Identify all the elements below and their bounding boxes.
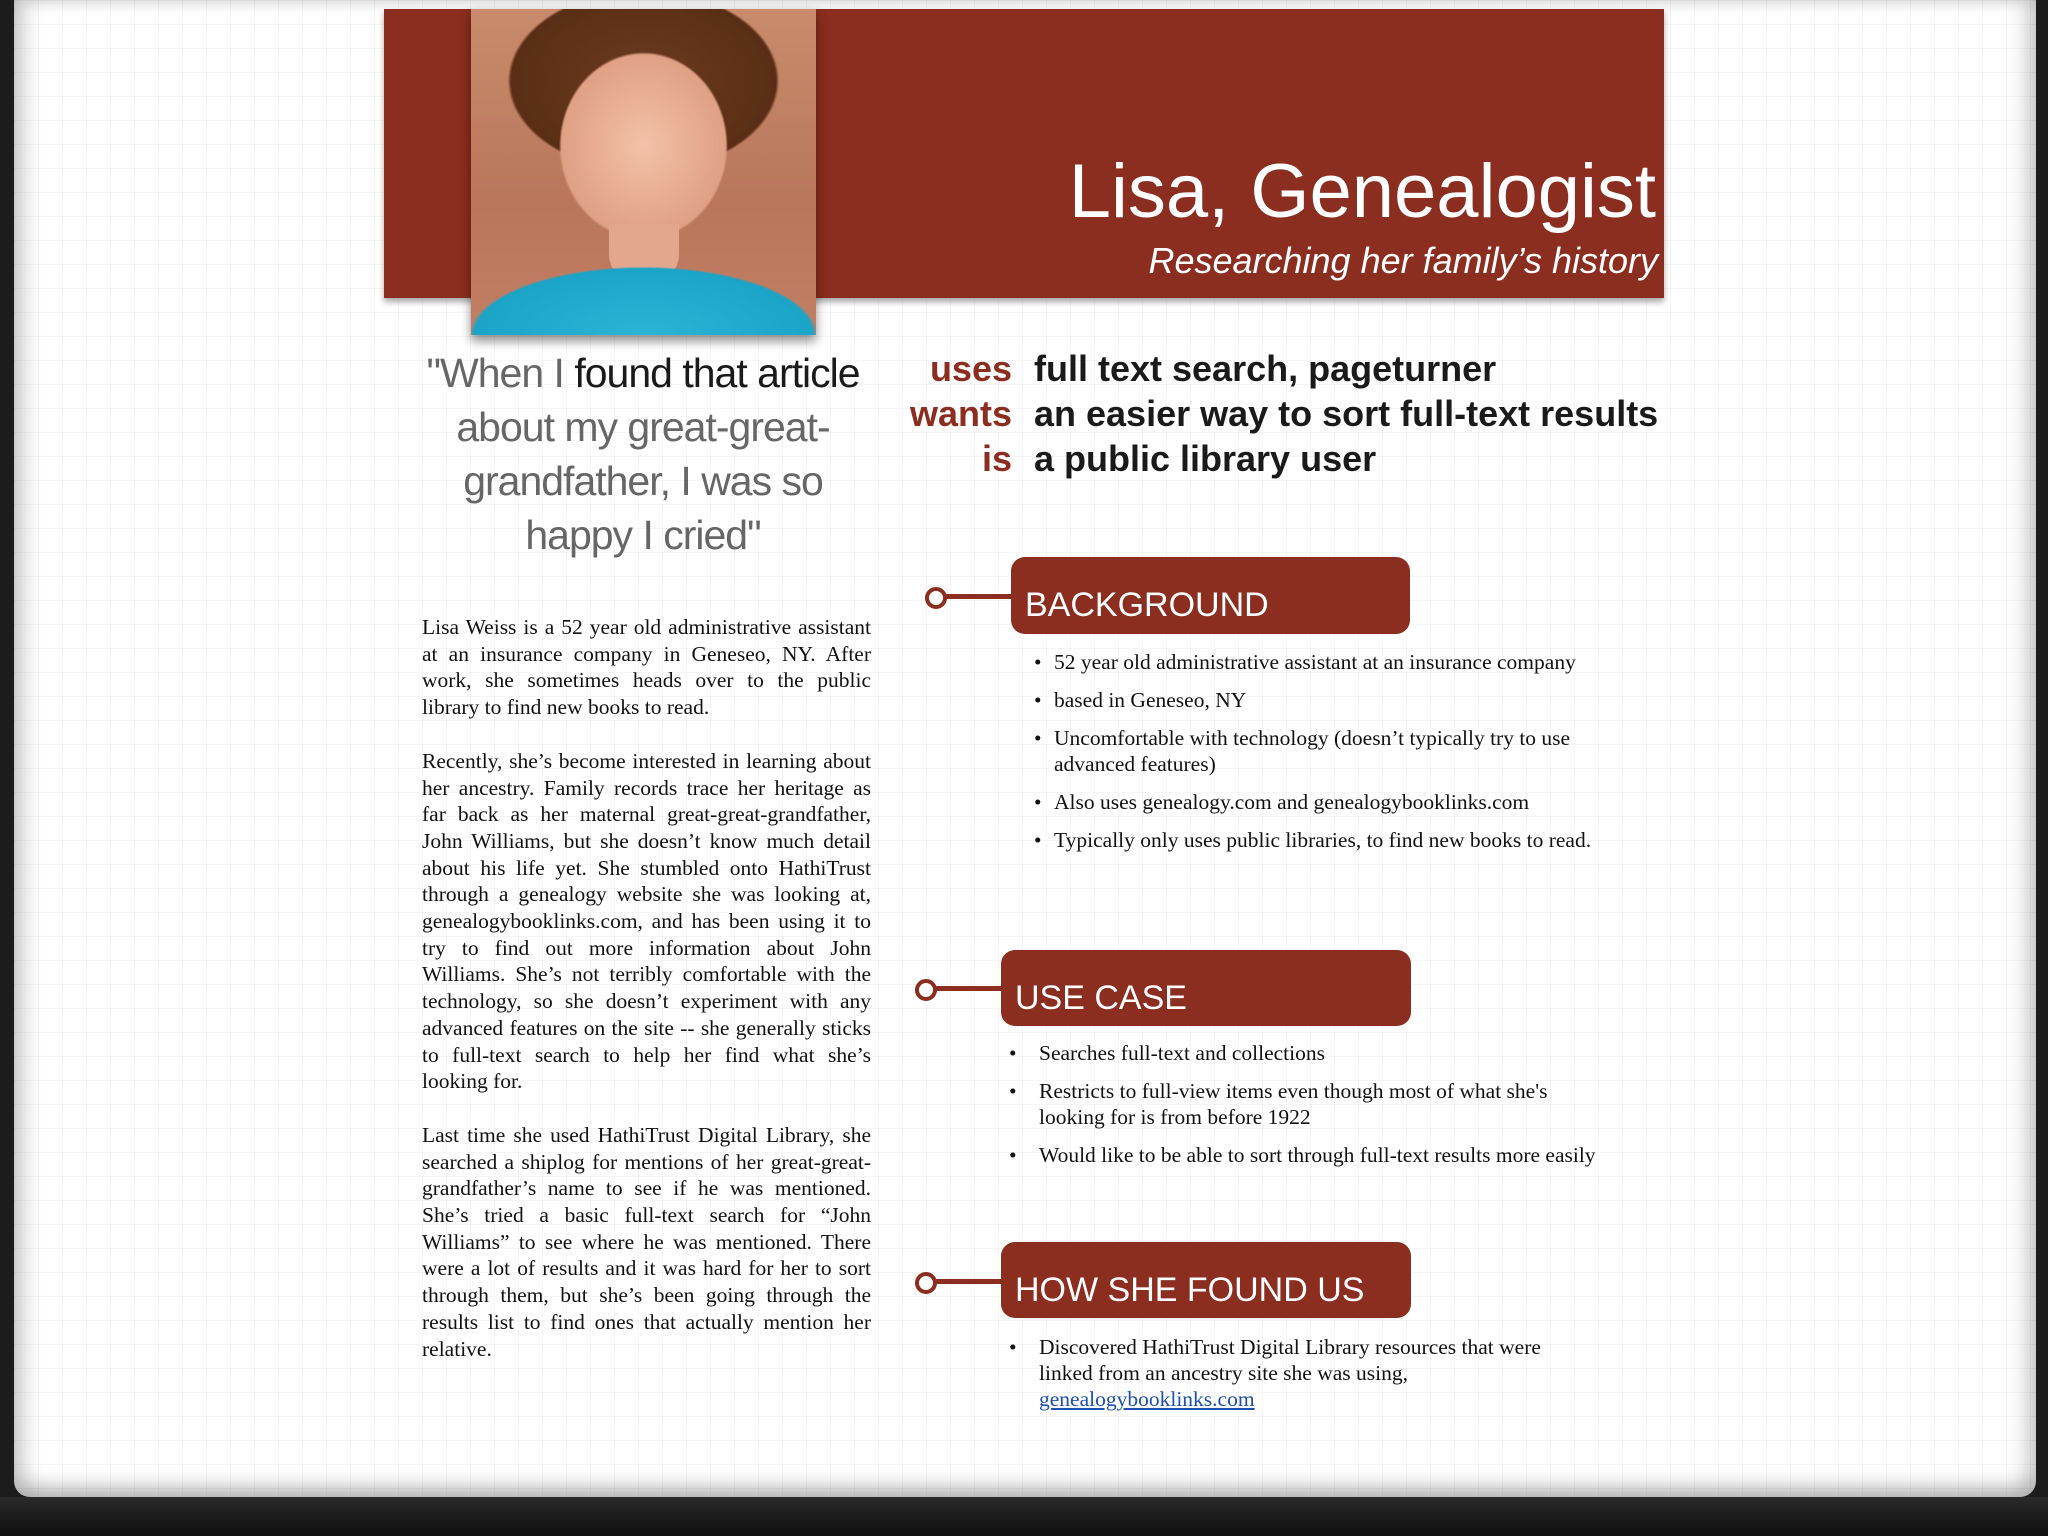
use-case-connector-ring-icon — [915, 979, 937, 1001]
how-found-connector-ring-icon — [915, 1272, 937, 1294]
quote-found-that: found that — [574, 350, 747, 396]
how-found-list — [1009, 1334, 1589, 1424]
background-list — [1034, 649, 1624, 865]
persona-subtitle: Researching her family’s history — [1148, 240, 1658, 281]
use-case-heading: USE CASE — [1001, 950, 1411, 1026]
use-case-list — [1009, 1040, 1609, 1180]
bio-paragraph: Lisa Weiss is a 52 year old administrative assistant at an insurance company in Geneseo, NY. After work, she sometimes heads over to the public library to find new books to read. — [422, 615, 871, 720]
quote-open: "When I — [426, 350, 564, 396]
list-item: • 52 year old administrative assistant at an insurance company — [1034, 649, 1624, 675]
list-item: • Also uses genealogy.com and genealogybooklinks.com — [1034, 789, 1624, 815]
persona-title: Lisa, Genealogist — [1068, 149, 1656, 234]
background-connector-line — [945, 594, 1015, 599]
trait-key: uses — [929, 348, 1012, 389]
background-connector-ring-icon — [925, 587, 947, 609]
how-found-text: Discovered HathiTrust Digital Library resources that were linked from an ancestry site she was using, — [1039, 1335, 1541, 1385]
trait-key: wants — [909, 393, 1012, 434]
how-found-heading: HOW SHE FOUND US — [1001, 1242, 1411, 1318]
use-case-connector-line — [935, 986, 1007, 991]
background-heading: BACKGROUND — [1011, 557, 1410, 634]
trait-value: a public library user — [1034, 438, 1377, 479]
genealogybooklinks-link[interactable]: genealogybooklinks.com — [1039, 1387, 1255, 1411]
trait-value: an easier way to sort full-text results — [1034, 393, 1659, 434]
quote-rest: about my great-great-grandfather, I was so happy I cried" — [456, 404, 830, 558]
slide-bottom-edge — [0, 1497, 2048, 1536]
list-item: • Would like to be able to sort through full-text results more easily — [1009, 1142, 1609, 1168]
list-item: • Searches full-text and collections — [1009, 1040, 1609, 1066]
trait-value: full text search, pageturner — [1034, 348, 1497, 389]
list-item: • Uncomfortable with technology (doesn’t typically try to use advanced features) — [1034, 725, 1624, 777]
list-item: • based in Geneseo, NY — [1034, 687, 1624, 713]
photo-shoulders — [471, 240, 816, 335]
persona-photo — [471, 9, 816, 335]
how-found-connector-line — [935, 1279, 1007, 1284]
list-item: • Typically only uses public libraries, to find new books to read. — [1034, 827, 1624, 853]
list-item — [1009, 1334, 1589, 1412]
trait-key: is — [981, 438, 1012, 479]
persona-quote — [405, 346, 881, 562]
bio-paragraph: Recently, she’s become interested in learning about her ancestry. Family records trace her heritage as far back as her maternal great-great-grandfather, John Williams, but she doesn’t know much detail about his life yet. She stumbled onto HathiTrust through a genealogy website she was looking at, genealogybooklinks.com, and has been using it to try to find out more information about John Williams. She’s not terribly comfortable with the technology, so she doesn’t experiment with any advanced features on the site -- she generally sticks to full-text search to help her find what she’s looking for. — [422, 748, 871, 1094]
persona-bio — [422, 614, 871, 1389]
quote-article: article — [757, 350, 860, 396]
list-item: • Restricts to full-view items even though most of what she's looking for is from before 1922 — [1009, 1078, 1609, 1130]
bio-paragraph: Last time she used HathiTrust Digital Library, she searched a shiplog for mentions of her great-great-grandfather’s name to see if he was mentioned. She’s tried a basic full-text search for “John Williams” to see where he was mentioned. There were a lot of results and it was hard for her to sort through them, but she’s been going through the results list to find ones that actually mention her relative. — [422, 1122, 871, 1361]
